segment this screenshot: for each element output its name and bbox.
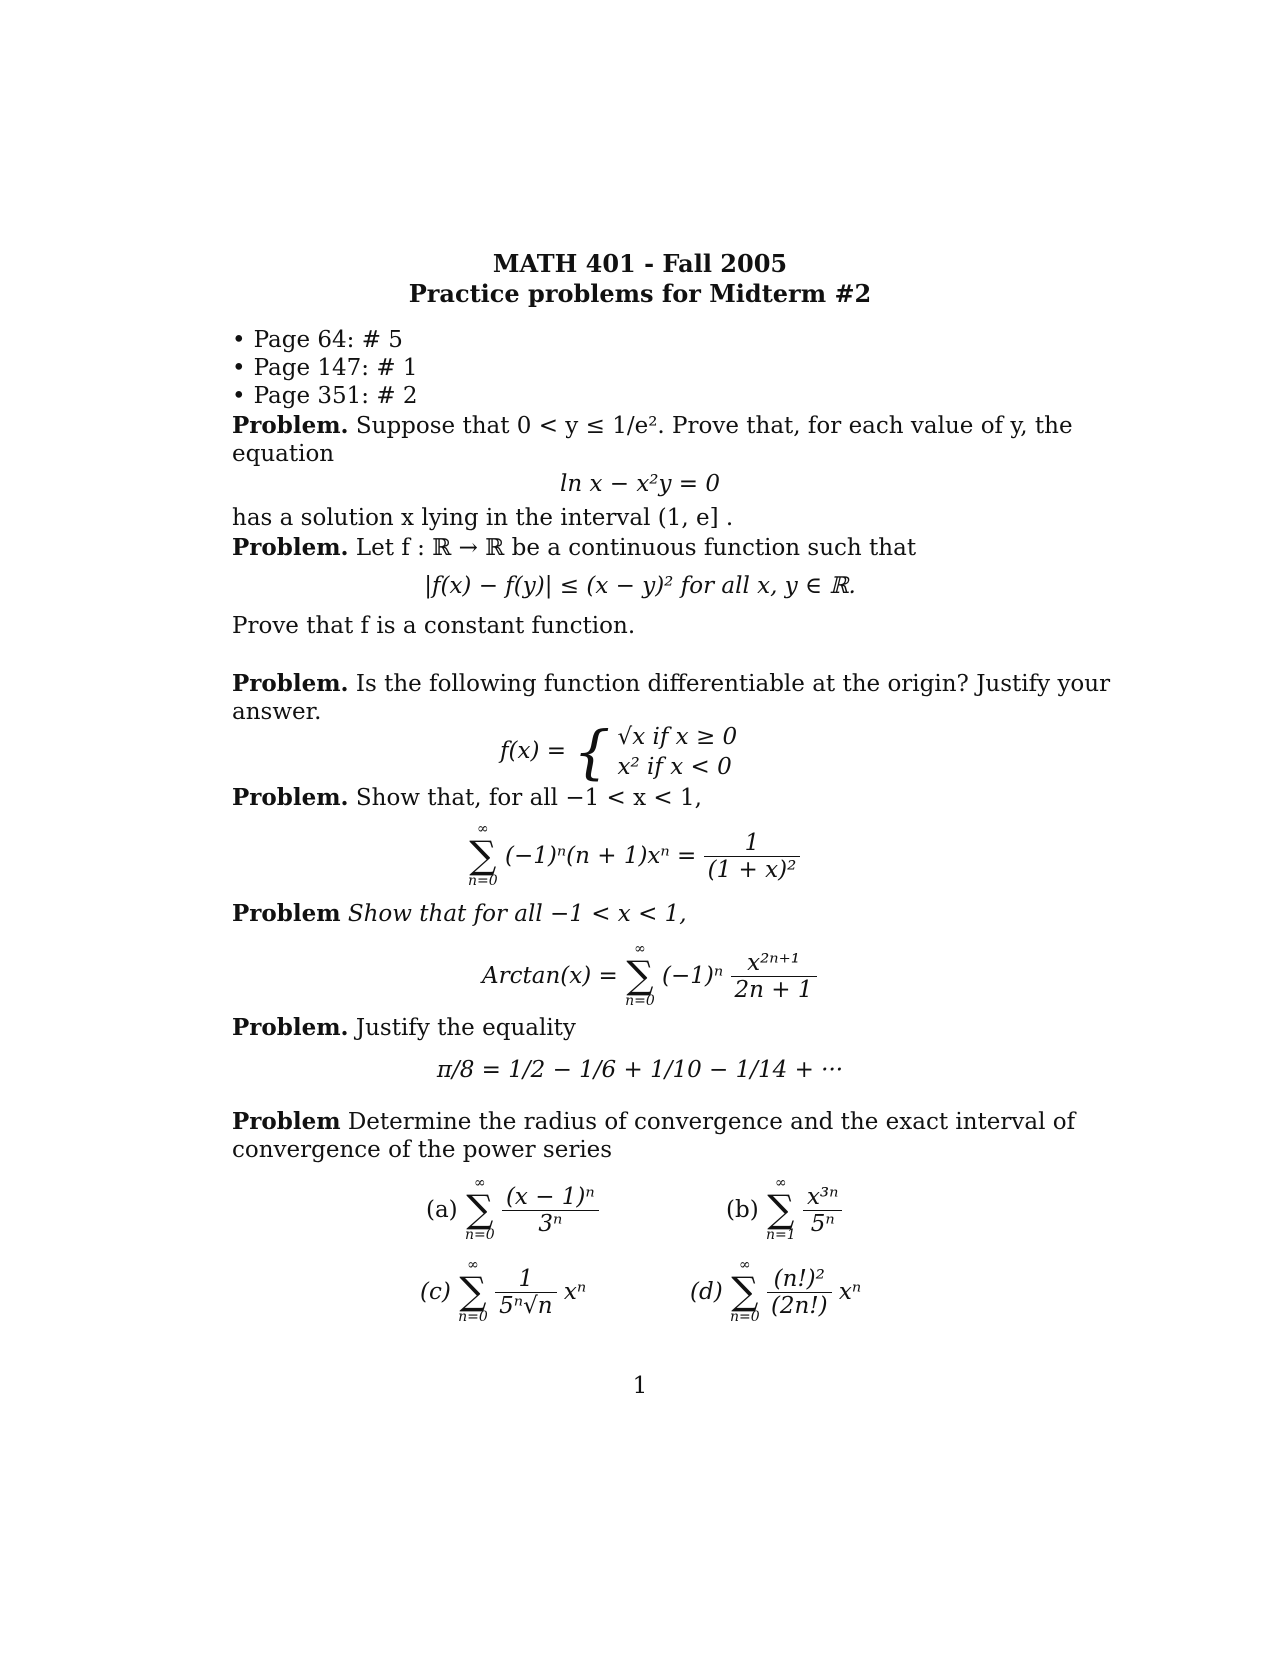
problem-4-series bbox=[468, 822, 800, 890]
course-title: MATH 401 - Fall 2005 bbox=[492, 249, 788, 278]
left-brace: { bbox=[573, 718, 611, 786]
series-a-fraction: $\frac{\text{(x − 1)ⁿ}}{\text{3ⁿ}}$ bbox=[502, 1184, 599, 1237]
summation-symbol: ∞ ∑ n=1 bbox=[765, 1175, 796, 1243]
problem-7-statement-cont: convergence of the power series bbox=[232, 1137, 613, 1163]
summation-symbol: ∞ ∑ n=0 bbox=[729, 1257, 760, 1325]
summation-symbol: ∞ ∑ n=0 bbox=[625, 941, 655, 1009]
case-1: √x if x ≥ 0 bbox=[617, 724, 738, 750]
bullet-item: • Page 351: # 2 bbox=[232, 383, 418, 409]
problem-1-conclusion: has a solution x lying in the interval (1, e] . bbox=[232, 505, 734, 531]
problem-6-equality: π/8 = 1/2 − 1/6 + 1/10 − 1/14 + ··· bbox=[436, 1057, 844, 1083]
problem-7-statement: Problem Determine the radius of convergence and the exact interval of bbox=[232, 1108, 1076, 1135]
problem-4-statement: Problem. Show that, for all −1 < x < 1, bbox=[232, 784, 702, 811]
problem-6-statement: Problem. Justify the equality bbox=[232, 1014, 576, 1041]
series-c-power: xⁿ bbox=[563, 1279, 587, 1305]
series-d-power: xⁿ bbox=[838, 1279, 862, 1305]
problem-3-statement-cont: answer. bbox=[232, 699, 322, 725]
series-sign: (−1)ⁿ bbox=[662, 963, 724, 989]
document-subtitle: Practice problems for Midterm #2 bbox=[408, 279, 872, 308]
piecewise-lhs: f(x) = bbox=[500, 738, 567, 764]
series-c bbox=[420, 1258, 586, 1326]
series-sum-fraction: $\frac{1}{\text{(1 + x)²}}$ bbox=[704, 830, 801, 883]
series-d-label: (d) bbox=[690, 1279, 723, 1305]
problem-1-statement-cont: equation bbox=[232, 441, 335, 467]
problem-2-inequality: |f(x) − f(y)| ≤ (x − y)² for all x, y ∈ ℝ. bbox=[424, 573, 856, 599]
series-b-fraction: $\frac{\text{x³ⁿ}}{\text{5ⁿ}}$ bbox=[803, 1184, 843, 1237]
series-b-label: (b) bbox=[726, 1197, 759, 1223]
series-d-fraction: $\frac{\text{(n!)²}}{(2n!)}$ bbox=[767, 1266, 832, 1319]
series-a bbox=[426, 1176, 599, 1244]
bullet-item: • Page 64: # 5 bbox=[232, 327, 403, 353]
bullet-item: • Page 147: # 1 bbox=[232, 355, 418, 381]
summation-symbol: ∞ ∑ n=0 bbox=[458, 1257, 488, 1325]
arctan-lhs: Arctan(x) = bbox=[482, 963, 618, 989]
problem-5-statement: Problem Show that for all −1 < x < 1, bbox=[232, 900, 687, 927]
problem-1-equation: ln x − x²y = 0 bbox=[559, 471, 721, 497]
page-number: 1 bbox=[632, 1373, 648, 1399]
series-c-fraction: $\frac{1}{\text{5ⁿ√n}}$ bbox=[495, 1266, 556, 1319]
problem-5-series bbox=[482, 942, 817, 1010]
summation-symbol: ∞ ∑ n=0 bbox=[464, 1175, 495, 1243]
problem-1-statement: Problem. Suppose that 0 < y ≤ 1/e². Prove that, for each value of y, the bbox=[232, 412, 1073, 439]
series-a-label: (a) bbox=[426, 1197, 458, 1223]
series-c-label: (c) bbox=[420, 1279, 451, 1305]
piecewise-cases bbox=[618, 722, 738, 782]
piecewise-function bbox=[500, 718, 738, 786]
series-b bbox=[726, 1176, 842, 1244]
series-term: (−1)ⁿ(n + 1)xⁿ = bbox=[504, 843, 697, 869]
series-d bbox=[690, 1258, 861, 1326]
summation-symbol: ∞ ∑ n=0 bbox=[468, 821, 498, 889]
problem-3-statement: Problem. Is the following function differentiable at the origin? Justify your bbox=[232, 670, 1111, 697]
case-2: x² if x < 0 bbox=[617, 754, 732, 780]
problem-2-conclusion: Prove that f is a constant function. bbox=[232, 613, 636, 639]
problem-2-statement: Problem. Let f : ℝ → ℝ be a continuous function such that bbox=[232, 534, 917, 561]
series-term-fraction: $\frac{\text{x²ⁿ⁺¹}}{2n + 1}$ bbox=[731, 950, 817, 1003]
